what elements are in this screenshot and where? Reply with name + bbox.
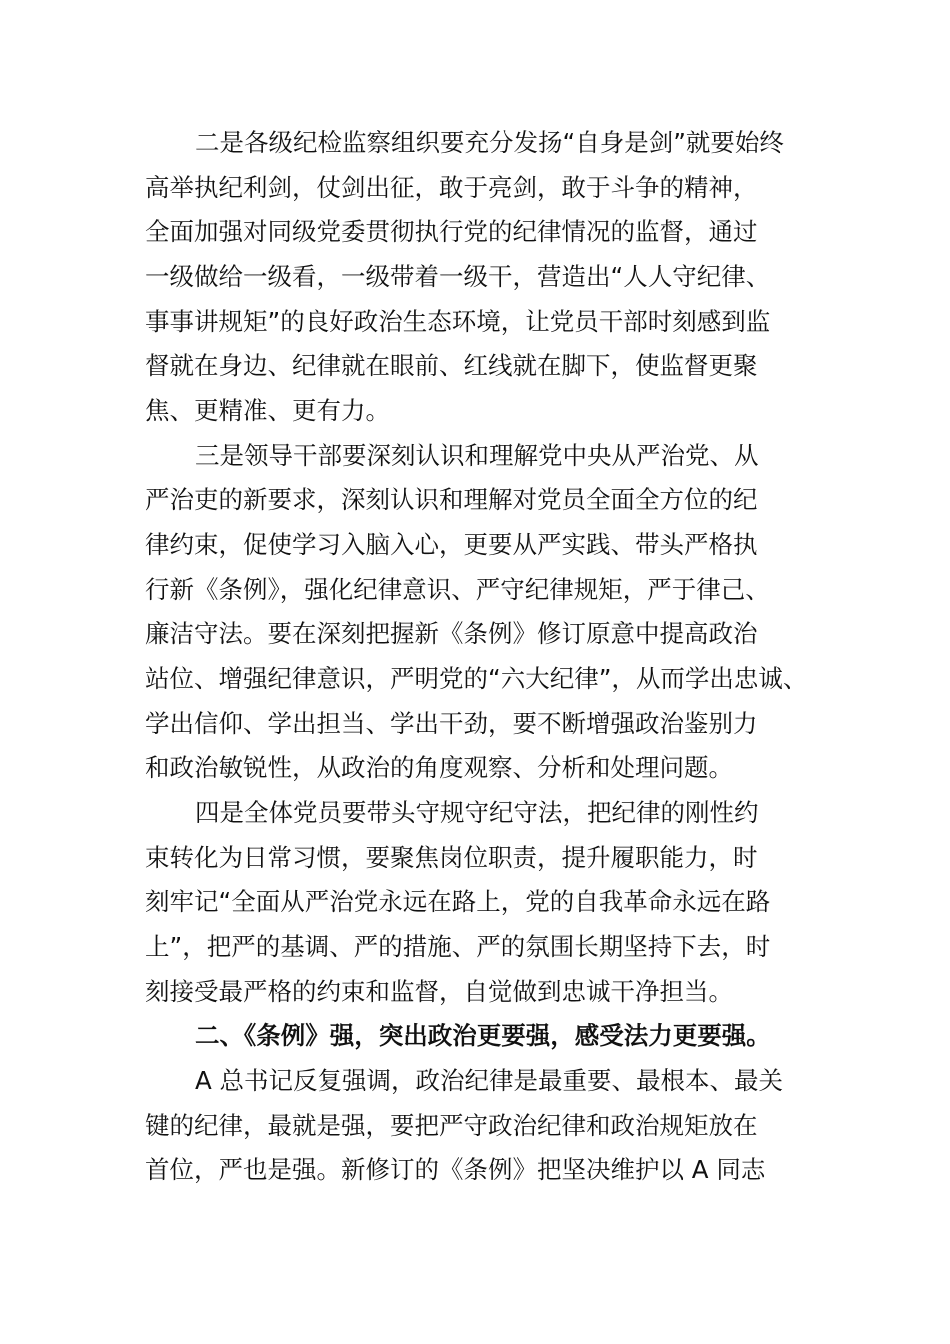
text-line: 全面加强对同级党委贯彻执行党的纪律情况的监督，通过	[145, 217, 758, 246]
text-line: 高举执纪利剑，仗剑出征，敢于亮剑，敢于斗争的精神，	[145, 173, 758, 202]
text-line: 束转化为日常习惯，要聚焦岗位职责，提升履职能力，时	[145, 843, 758, 872]
text-line: 首位，严也是强。新修订的《条例》把坚决维护以 A 同志	[145, 1155, 766, 1184]
section-heading: 二、《条例》强，突出政治更要强，感受法力更要强。	[195, 1021, 771, 1050]
text-line: 二是各级纪检监察组织要充分发扬“自身是剑”就要始终	[195, 128, 784, 157]
text-line: A 总书记反复强调，政治纪律是最重要、最根本、最关	[195, 1066, 784, 1095]
text-line: 事事讲规矩”的良好政治生态环境，让党员干部时刻感到监	[145, 307, 771, 336]
text-line: 和政治敏锐性，从政治的角度观察、分析和处理问题。	[145, 753, 733, 782]
text-line: 键的纪律，最就是强，要把严守政治纪律和政治规矩放在	[145, 1111, 758, 1140]
text-line: 严治吏的新要求，深刻认识和理解对党员全面全方位的纪	[145, 485, 758, 514]
text-line: 焦、更精准、更有力。	[145, 396, 390, 425]
text-line: 行新《条例》，强化纪律意识、严守纪律规矩，严于律己、	[145, 575, 770, 604]
text-line: 学出信仰、学出担当、学出干劲，要不断增强政治鉴别力	[145, 709, 758, 738]
text-line: 上”，把严的基调、严的措施、严的氛围长期坚持下去，时	[145, 932, 771, 961]
text-line: 四是全体党员要带头守规守纪守法，把纪律的刚性约	[195, 798, 759, 827]
text-line: 刻牢记“全面从严治党永远在路上，党的自我革命永远在路	[145, 887, 771, 916]
text-line: 三是领导干部要深刻认识和理解党中央从严治党、从	[195, 441, 759, 470]
text-line: 廉洁守法。要在深刻把握新《条例》修订原意中提高政治	[145, 619, 758, 648]
text-line: 督就在身边、纪律就在眼前、红线就在脚下，使监督更聚	[145, 351, 758, 380]
text-line: 律约束，促使学习入脑入心，更要从严实践、带头严格执	[145, 530, 758, 559]
text-line: 站位、增强纪律意识，严明党的“六大纪律”，从而学出忠诚、	[145, 664, 808, 693]
text-line: 刻接受最严格的约束和监督，自觉做到忠诚干净担当。	[145, 977, 733, 1006]
text-line: 一级做给一级看，一级带着一级干，营造出“人人守纪律、	[145, 262, 771, 291]
